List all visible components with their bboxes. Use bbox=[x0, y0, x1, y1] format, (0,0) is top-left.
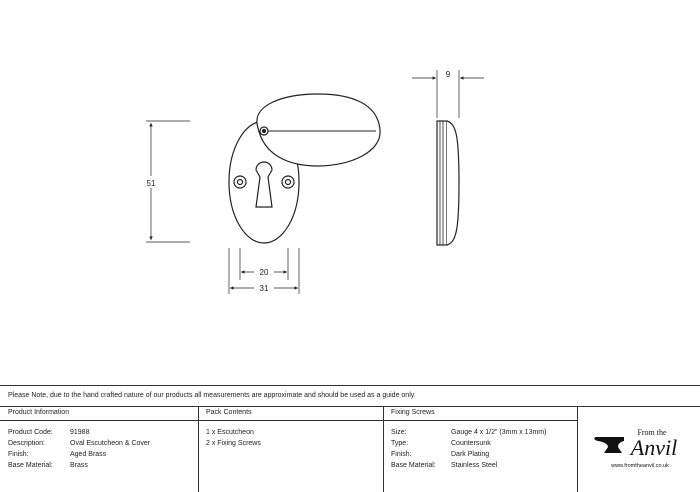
escutcheon-side-view bbox=[437, 121, 459, 245]
dimension-height-label: 51 bbox=[146, 179, 156, 188]
disclaimer-note: Please Note, due to the hand crafted nature of our products all measurements are approximate and should be used as a guide only. bbox=[8, 392, 416, 399]
escutcheon-front-view bbox=[229, 94, 380, 243]
pack-contents-header: Pack Contents bbox=[206, 409, 252, 416]
dimension-depth-label: 9 bbox=[445, 70, 451, 79]
keyhole bbox=[256, 162, 272, 207]
svg-text:www.fromtheanvil.co.uk: www.fromtheanvil.co.uk bbox=[611, 463, 669, 469]
screw-material-value: Stainless Steel bbox=[451, 462, 498, 469]
screw-type-value: Countersunk bbox=[451, 440, 491, 447]
pack-item: 1 x Escutcheon bbox=[206, 429, 254, 436]
screw-size-value: Gauge 4 x 1/2" (3mm x 13mm) bbox=[451, 429, 547, 436]
screw-size-label: Size: bbox=[391, 429, 407, 436]
column-divider-1 bbox=[198, 406, 199, 492]
description-label: Description: bbox=[8, 440, 45, 447]
dimension-outer-width-label: 31 bbox=[259, 284, 269, 293]
screw-finish-label: Finish: bbox=[391, 451, 412, 458]
base-material-label: Base Material: bbox=[8, 462, 53, 469]
note-divider bbox=[0, 385, 700, 386]
column-divider-3 bbox=[577, 406, 578, 492]
dimension-inner-width-label: 20 bbox=[259, 268, 269, 277]
product-code-label: Product Code: bbox=[8, 429, 53, 436]
svg-text:Anvil: Anvil bbox=[630, 435, 678, 460]
pack-item: 2 x Fixing Screws bbox=[206, 440, 261, 447]
table-header-border bbox=[0, 420, 577, 421]
anvil-icon bbox=[594, 437, 624, 453]
screw-finish-value: Dark Plating bbox=[451, 451, 490, 458]
table-top-border bbox=[0, 406, 700, 407]
screw-material-label: Base Material: bbox=[391, 462, 436, 469]
product-code-value: 91988 bbox=[70, 429, 90, 436]
product-info-header: Product Information bbox=[8, 409, 70, 416]
column-divider-2 bbox=[383, 406, 384, 492]
description-value: Oval Escutcheon & Cover bbox=[70, 440, 151, 447]
anvil-logo bbox=[590, 423, 690, 473]
keyhole-cover bbox=[257, 94, 380, 166]
screw-type-label: Type: bbox=[391, 440, 409, 447]
svg-text:From the: From the bbox=[637, 428, 667, 437]
base-material-value: Brass bbox=[70, 462, 88, 469]
fixing-screws-header: Fixing Screws bbox=[391, 409, 435, 416]
finish-label: Finish: bbox=[8, 451, 29, 458]
finish-value: Aged Brass bbox=[70, 451, 107, 458]
